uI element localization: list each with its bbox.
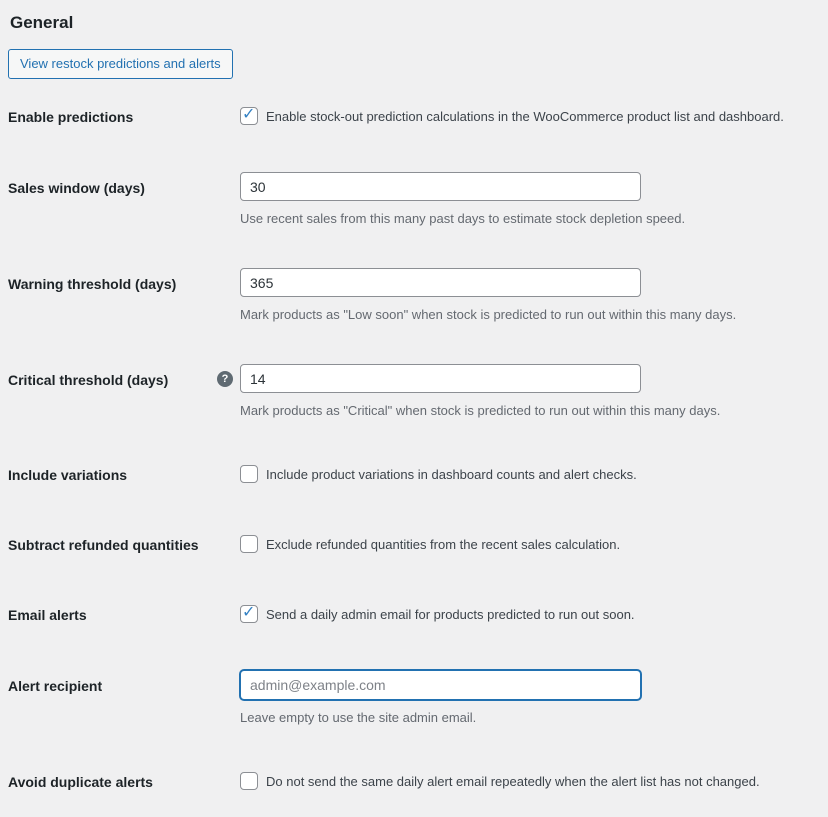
- settings-row-critical-threshold-days: [8, 344, 822, 440]
- avoid-duplicate-alerts-checkbox-row[interactable]: [240, 772, 822, 791]
- row-label-cell: [8, 465, 240, 485]
- row-label-cell: [8, 364, 240, 390]
- subtract-refunded-quantities-label: Subtract refunded quantities: [8, 537, 199, 553]
- enable-predictions-checkbox-row[interactable]: [240, 107, 822, 126]
- row-label-cell: [8, 670, 240, 696]
- include-variations-label: Include variations: [8, 467, 128, 483]
- critical-threshold-days-description: Mark products as "Critical" when stock is predicted to run out within this many days.: [240, 403, 721, 418]
- alert-recipient-label: Alert recipient: [8, 678, 103, 694]
- row-label-cell: [8, 772, 240, 792]
- enable-predictions-checkbox-text: Enable stock-out prediction calculations in the WooCommerce product list and dashboard.: [266, 109, 784, 124]
- avoid-duplicate-alerts-checkbox[interactable]: [240, 772, 258, 790]
- avoid-duplicate-alerts-label: Avoid duplicate alerts: [8, 774, 153, 790]
- page-title: General: [10, 13, 74, 32]
- email-alerts-label: Email alerts: [8, 607, 87, 623]
- critical-threshold-days-input[interactable]: [240, 364, 641, 393]
- row-content-cell: [240, 107, 822, 126]
- settings-row-warning-threshold-days: [8, 248, 822, 344]
- warning-threshold-days-input[interactable]: [240, 268, 641, 297]
- include-variations-checkbox-row[interactable]: [240, 465, 822, 484]
- row-label-cell: [8, 107, 240, 127]
- avoid-duplicate-alerts-checkbox-text: Do not send the same daily alert email repeatedly when the alert list has not changed.: [266, 774, 760, 789]
- row-label-cell: [8, 268, 240, 294]
- warning-threshold-days-label: Warning threshold (days): [8, 276, 177, 292]
- enable-predictions-checkbox[interactable]: [240, 107, 258, 125]
- email-alerts-checkbox[interactable]: [240, 605, 258, 623]
- row-content-cell: [240, 172, 822, 228]
- warning-threshold-days-description: Mark products as "Low soon" when stock is predicted to run out within this many days.: [240, 307, 737, 322]
- row-content-cell: [240, 268, 822, 324]
- settings-row-email-alerts: [8, 580, 822, 650]
- settings-row-alert-recipient: [8, 650, 822, 747]
- row-content-cell: [240, 465, 822, 484]
- include-variations-checkbox[interactable]: [240, 465, 258, 483]
- subtract-refunded-quantities-checkbox-text: Exclude refunded quantities from the recent sales calculation.: [266, 537, 621, 552]
- row-label-cell: [8, 172, 240, 198]
- sales-window-days-input[interactable]: [240, 172, 641, 201]
- critical-threshold-days-label: Critical threshold (days): [8, 372, 169, 388]
- email-alerts-checkbox-text: Send a daily admin email for products predicted to run out soon.: [266, 607, 635, 622]
- row-content-cell: [240, 535, 822, 554]
- sales-window-days-description: Use recent sales from this many past days to estimate stock depletion speed.: [240, 211, 686, 226]
- alert-recipient-input[interactable]: [240, 670, 641, 700]
- view-restock-predictions-button[interactable]: View restock predictions and alerts: [8, 49, 233, 79]
- row-content-cell: [240, 605, 822, 624]
- alert-recipient-description: Leave empty to use the site admin email.: [240, 710, 477, 725]
- row-label-cell: [8, 605, 240, 625]
- sales-window-days-label: Sales window (days): [8, 180, 145, 196]
- enable-predictions-label: Enable predictions: [8, 109, 134, 125]
- settings-row-avoid-duplicate-alerts: [8, 747, 822, 817]
- settings-form: [8, 82, 822, 817]
- subtract-refunded-quantities-checkbox-row[interactable]: [240, 535, 822, 554]
- row-content-cell: [240, 670, 822, 727]
- settings-row-sales-window-days: [8, 152, 822, 248]
- settings-row-include-variations: [8, 440, 822, 510]
- row-label-cell: [8, 535, 240, 555]
- row-content-cell: [240, 364, 822, 420]
- include-variations-checkbox-text: Include product variations in dashboard counts and alert checks.: [266, 467, 637, 482]
- row-content-cell: [240, 772, 822, 791]
- subtract-refunded-quantities-checkbox[interactable]: [240, 535, 258, 553]
- settings-row-enable-predictions: [8, 82, 822, 152]
- email-alerts-checkbox-row[interactable]: [240, 605, 822, 624]
- settings-row-subtract-refunded-quantities: [8, 510, 822, 580]
- help-icon[interactable]: ?: [217, 371, 233, 387]
- toolbar: [8, 49, 822, 79]
